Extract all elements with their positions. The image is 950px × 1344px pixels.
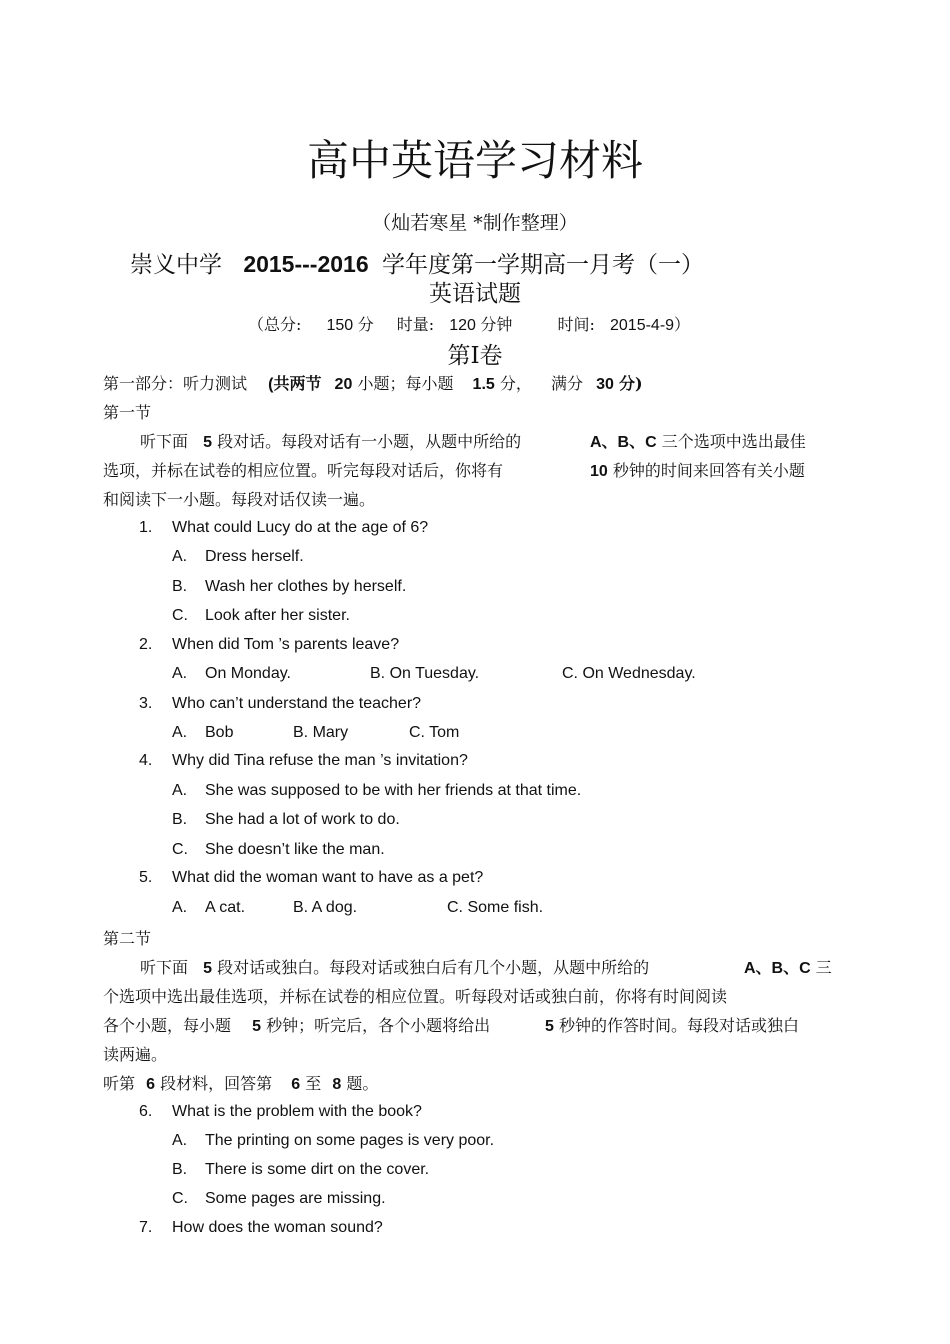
option xyxy=(172,1161,430,1179)
question-text: How does the woman sound? xyxy=(172,1219,383,1236)
question-2 xyxy=(139,636,400,654)
option-text: A cat. xyxy=(205,899,246,916)
exam-title: 学年度第一学期高一月考（一） xyxy=(381,252,704,278)
section2-instruction-line1-end xyxy=(744,955,832,978)
option-letter: A. xyxy=(172,665,188,682)
option-text: The printing on some pages is very poor. xyxy=(205,1132,495,1149)
exam-meta xyxy=(248,312,690,335)
question-number: 6. xyxy=(139,1103,153,1120)
section2-instruction-line3 xyxy=(103,1013,490,1036)
compiler-note: （灿若寒星 *制作整理） xyxy=(372,212,578,234)
section2-instruction-line4: 读两遍。 xyxy=(103,1045,168,1064)
question-number: 1. xyxy=(139,519,153,536)
section2-instruction-line3-end xyxy=(545,1013,799,1036)
option: B. A dog. xyxy=(293,899,358,916)
option-letter: B. xyxy=(172,578,188,595)
option-letter: A. xyxy=(172,899,188,916)
instr-options: A、B、C xyxy=(590,434,657,451)
instr-text: 听第 xyxy=(103,1074,136,1093)
part1-total-label: 满分 xyxy=(551,374,584,393)
section1-instruction-line1 xyxy=(140,429,521,452)
instr-number: 10 xyxy=(590,463,608,480)
instr-options: A、B、C xyxy=(744,960,811,977)
section1-instruction-line2: 选项，并标在试卷的相应位置。听完每段对话后，你将有 xyxy=(103,461,504,480)
option-text: Some pages are missing. xyxy=(205,1190,386,1207)
question-4 xyxy=(139,752,468,770)
option: C. Tom xyxy=(409,724,460,741)
volume-title: 第Ⅰ卷 xyxy=(447,343,503,369)
part1-label: 第一部分：听力测试 xyxy=(103,374,248,393)
instr-text: 三个选项中选出最佳 xyxy=(661,432,806,451)
year-range: 2015---2016 xyxy=(243,251,369,277)
option xyxy=(172,724,234,742)
option xyxy=(172,841,385,859)
option-text: Bob xyxy=(205,724,234,741)
instr-number: 5 xyxy=(545,1018,554,1035)
option xyxy=(172,782,582,800)
option-letter: A. xyxy=(172,724,188,741)
option-text: Look after her sister. xyxy=(205,607,350,624)
section1-heading: 第一节 xyxy=(103,403,152,422)
part1-count-open: (共两节 xyxy=(268,376,322,393)
section1-instruction-line1-end xyxy=(590,429,806,452)
total-value: 150 分 xyxy=(326,317,374,334)
instr-text: 段材料，回答第 xyxy=(160,1074,273,1093)
option-text: Dress herself. xyxy=(205,548,304,565)
total-label: （总分: xyxy=(248,315,302,334)
question-text: What is the problem with the book? xyxy=(172,1103,422,1120)
option-text: She had a lot of work to do. xyxy=(205,811,400,828)
option: C. Some fish. xyxy=(447,899,544,916)
question-text: What could Lucy do at the age of 6? xyxy=(172,519,429,536)
option xyxy=(172,1190,386,1208)
instr-text: 听下面 xyxy=(140,432,189,451)
instr-text: 秒钟的时间来回答有关小题 xyxy=(612,461,805,480)
instr-text: 题。 xyxy=(346,1074,379,1093)
section2-instruction-line1 xyxy=(140,955,649,978)
option-text: There is some dirt on the cover. xyxy=(205,1161,430,1178)
question-1 xyxy=(139,519,429,537)
option xyxy=(172,1132,495,1150)
option-letter: A. xyxy=(172,782,188,799)
option-letter: A. xyxy=(172,548,188,565)
section2-heading: 第二节 xyxy=(103,929,152,948)
option-letter: C. xyxy=(172,841,188,858)
question-number: 5. xyxy=(139,869,153,886)
option xyxy=(172,811,400,829)
question-7 xyxy=(139,1219,383,1237)
date-label: 时间: xyxy=(557,315,595,334)
option-letter: C. xyxy=(172,1190,188,1207)
material-6-instruction xyxy=(103,1071,378,1094)
section1-instruction-line2-end xyxy=(590,458,805,481)
instr-text: 秒钟；听完后，各个小题将给出 xyxy=(266,1016,491,1035)
option: B. On Tuesday. xyxy=(370,665,480,682)
option-text: She doesn’t like the man. xyxy=(205,841,385,858)
instr-number: 5 xyxy=(203,960,213,977)
part1-per-question-label: 小题；每小题 xyxy=(357,374,454,393)
question-number: 2. xyxy=(139,636,153,653)
question-text: Who can’t understand the teacher? xyxy=(172,695,422,712)
instr-number: 5 xyxy=(203,434,213,451)
date-value: 2015-4-9） xyxy=(610,317,691,334)
school-name: 崇义中学 xyxy=(130,252,222,278)
part1-count: 20 xyxy=(334,376,353,393)
option-text: On Monday. xyxy=(205,665,291,682)
option: B. Mary xyxy=(293,724,349,741)
instr-number: 8 xyxy=(332,1076,342,1093)
question-text: When did Tom ’s parents leave? xyxy=(172,636,400,653)
question-number: 3. xyxy=(139,695,153,712)
option-text: She was supposed to be with her friends at that time. xyxy=(205,782,582,799)
option-letter: B. xyxy=(172,811,188,828)
section1-instruction-line3: 和阅读下一小题。每段对话仅读一遍。 xyxy=(103,490,376,509)
option xyxy=(172,578,407,596)
question-6 xyxy=(139,1103,422,1121)
option-letter: C. xyxy=(172,607,188,624)
question-number: 7. xyxy=(139,1219,153,1236)
subject-title: 英语试题 xyxy=(429,281,521,307)
option xyxy=(172,899,246,917)
question-3 xyxy=(139,695,422,713)
document-main-title: 高中英语学习材料 xyxy=(306,136,643,185)
part1-per-unit: 分， xyxy=(499,374,532,393)
section2-instruction-line2: 个选项中选出最佳选项，并标在试卷的相应位置。听每段对话或独白前，你将有时间阅读 xyxy=(103,987,728,1006)
instr-number: 6 xyxy=(146,1076,156,1093)
option-letter: B. xyxy=(172,1161,188,1178)
question-number: 4. xyxy=(139,752,153,769)
instr-text: 秒钟的作答时间。每段对话或独白 xyxy=(559,1016,800,1035)
option-text: Wash her clothes by herself. xyxy=(205,578,407,595)
instr-text: 三 xyxy=(815,958,832,977)
instr-text: 段对话。每段对话有一小题，从题中所给的 xyxy=(217,432,522,451)
duration-label: 时量: xyxy=(396,315,435,334)
question-5 xyxy=(139,869,484,887)
part1-title xyxy=(103,371,643,394)
instr-text: 至 xyxy=(305,1074,322,1093)
question-text: What did the woman want to have as a pet? xyxy=(172,869,484,886)
option xyxy=(172,665,291,683)
instr-text: 各个小题，每小题 xyxy=(103,1016,232,1035)
option xyxy=(172,548,304,566)
instr-number: 6 xyxy=(291,1076,301,1093)
part1-per-score: 1.5 xyxy=(472,376,495,393)
instr-number: 5 xyxy=(252,1018,262,1035)
instr-text: 段对话或独白。每段对话或独白后有几个小题，从题中所给的 xyxy=(217,958,650,977)
instr-text: 听下面 xyxy=(140,958,189,977)
part1-total-score: 30 xyxy=(596,376,614,393)
part1-total-unit: 分) xyxy=(619,374,643,393)
option-letter: A. xyxy=(172,1132,188,1149)
question-text: Why did Tina refuse the man ’s invitation? xyxy=(172,752,468,769)
option: C. On Wednesday. xyxy=(562,665,696,682)
duration-value: 120 分钟 xyxy=(449,317,513,334)
option xyxy=(172,607,350,625)
